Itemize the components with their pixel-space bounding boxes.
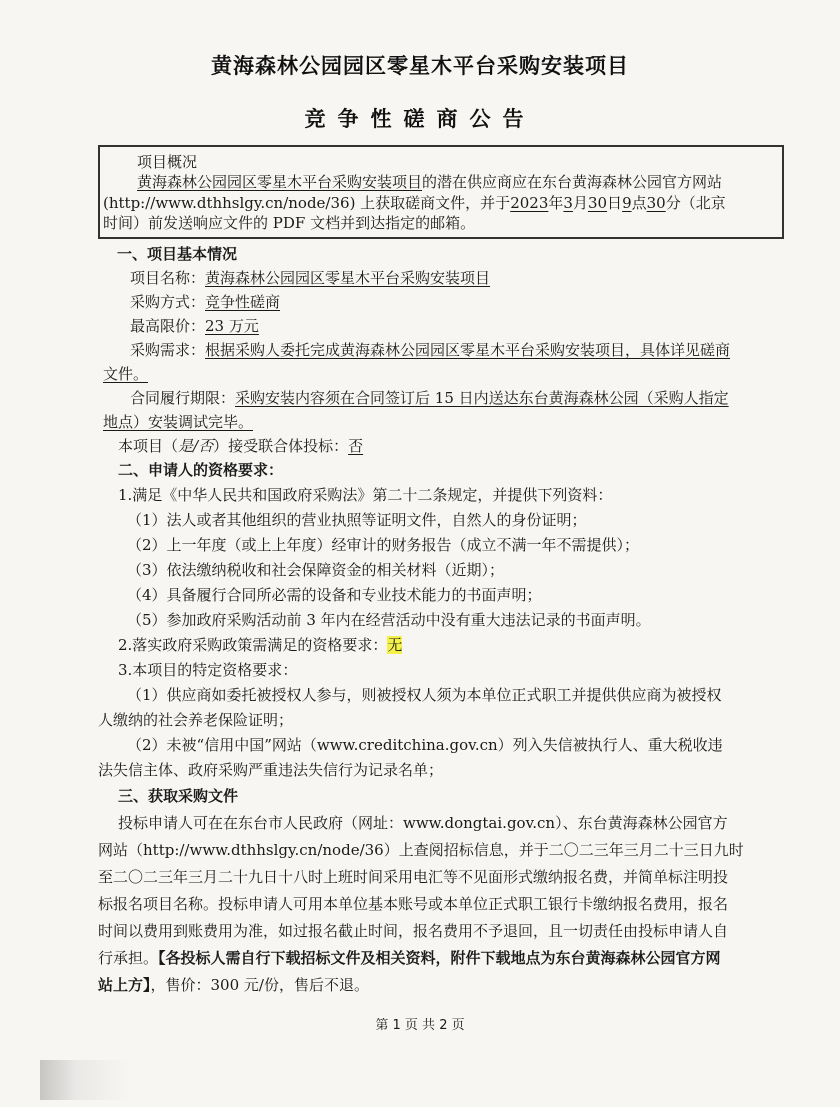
- overview-line-1: 黄海森林公园园区零星木平台采购安装项目的潜在供应商应在东台黄海森林公园官方网站: [137, 173, 723, 191]
- s3-line-6: 行承担。【各投标人需自行下载招标文件及相关资料，附件下载地点为东台黄海森林公园官方网: [98, 949, 721, 967]
- scan-shadow: [40, 1060, 130, 1100]
- req-1-3: （3）依法缴纳税收和社会保障资金的相关材料（近期）；: [127, 561, 505, 579]
- s3-line-1: 投标申请人可在在东台市人民政府（网址：www.dongtai.gov.cn）、东台黄海森林公园官方: [118, 814, 728, 832]
- req-3-2: （2）未被“信用中国”网站（www.creditchina.gov.cn）列入失信被执行人、重大税收违: [127, 736, 723, 754]
- project-name-row: 项目名称：黄海森林公园园区零星木平台采购安装项目: [130, 269, 491, 287]
- contract-period-row: 合同履行期限：采购安装内容须在合同签订后 15 日内送达东台黄海森林公园（采购人指定: [130, 389, 729, 407]
- s3-line-4: 标报名项目名称。投标申请人可用本单位基本账号或本单位正式职工银行卡缴纳报名费用，报名: [98, 895, 729, 913]
- requirement-row-cont: 文件。: [103, 365, 149, 383]
- overview-heading: 项目概况: [137, 153, 198, 171]
- page-number: 第 1 页 共 2 页: [375, 1018, 465, 1033]
- req-3-1: （1）供应商如委托被授权人参与，则被授权人须为本单位正式职工并提供供应商为被授权: [127, 686, 722, 704]
- notice-title: 竞争性磋商公告: [304, 107, 536, 131]
- req-3: 3.本项目的特定资格要求：: [118, 661, 298, 679]
- highlighted-answer: 无: [387, 636, 403, 654]
- req-1-5: （5）参加政府采购活动前 3 年内在经营活动中没有重大违法记录的书面声明。: [127, 611, 651, 629]
- req-1-1: （1）法人或者其他组织的营业执照等证明文件，自然人的身份证明；: [127, 511, 587, 529]
- s3-line-7: 站上方】，售价：300 元/份，售后不退。: [98, 976, 369, 994]
- s3-line-2: 网站（http://www.dthhslgy.cn/node/36）上查阅招标信息，并于二〇二三年三月二十三日九时: [98, 841, 744, 859]
- req-2: 2.落实政府采购政策需满足的资格要求：无: [118, 636, 403, 654]
- requirement-row: 采购需求：根据采购人委托完成黄海森林公园园区零星木平台采购安装项目，具体详见磋商: [130, 341, 731, 359]
- max-price-row: 最高限价：23 万元: [130, 317, 259, 335]
- overview-line-2: (http://www.dthhslgy.cn/node/36) 上获取磋商文件，并于2023年3月30日9点30分（北京: [103, 194, 726, 212]
- contract-period-row-cont: 地点）安装调试完毕。: [103, 413, 254, 431]
- req-1: 1.满足《中华人民共和国政府采购法》第二十二条规定，并提供下列资料：: [118, 486, 613, 504]
- req-1-2: （2）上一年度（或上上年度）经审计的财务报告（成立不满一年不需提供）；: [127, 536, 640, 554]
- overview-line-3: 时间）前发送响应文件的 PDF 文档并到达指定的邮箱。: [103, 214, 476, 232]
- req-3-2-cont: 法失信主体、政府采购严重违法失信行为记录名单；: [98, 761, 444, 779]
- s3-line-5: 时间以费用到账费用为准，如过报名截止时间，报名费用不予退回，且一切责任由投标申请人自: [98, 922, 729, 940]
- req-3-1-cont: 人缴纳的社会养老保险证明；: [98, 711, 294, 729]
- s3-line-3: 至二〇二三年三月二十九日十八时上班时间采用电汇等不见面形式缴纳报名费，并简单标注明投: [98, 868, 729, 886]
- section-3-heading: 三、获取采购文件: [118, 787, 239, 805]
- section-1-heading: 一、项目基本情况: [117, 245, 238, 263]
- req-1-4: （4）具备履行合同所必需的设备和专业技术能力的书面声明；: [127, 586, 542, 604]
- consortium-row: 本项目（是/否）接受联合体投标：否: [118, 437, 364, 455]
- procurement-method-row: 采购方式：竞争性磋商: [130, 293, 281, 311]
- section-2-heading: 二、申请人的资格要求：: [118, 461, 284, 479]
- project-title: 黄海森林公园园区零星木平台采购安装项目: [211, 54, 629, 78]
